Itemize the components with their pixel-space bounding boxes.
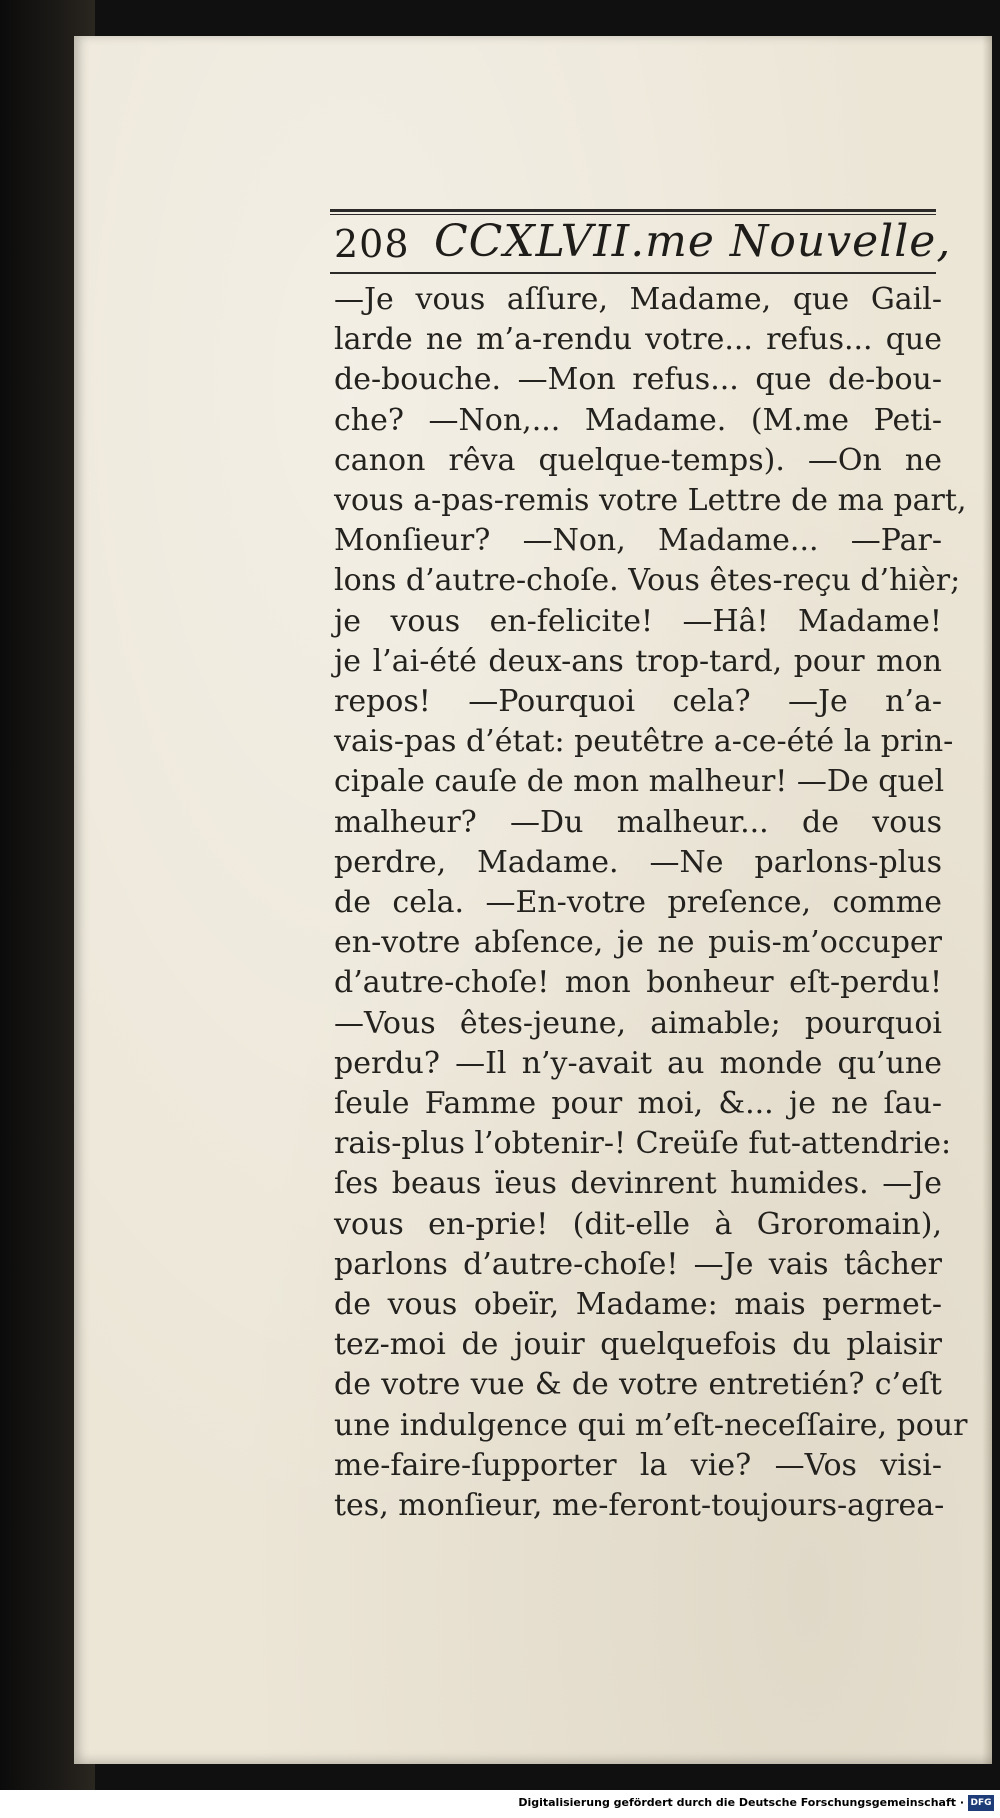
text-line: tez-moi de jouir quelquefois du plaisir [334,1327,942,1363]
text-line: ſes beaus ïeus devinrent humides. —Je [334,1166,942,1202]
running-head: CCXLVII.me Nouvelle, [434,216,952,267]
text-line: rais-plus l’obtenir-! Creüſe fut-attendrie: [334,1126,952,1162]
text-line: cipale cauſe de mon malheur! —De quel [334,764,945,800]
text-line: de votre vue & de votre entretién? c’eſt [334,1367,942,1403]
text-line: malheur? —Du malheur... de vous [334,804,942,840]
text-line: canon rêva quelque-temps). —On ne [334,442,942,478]
text-line: de-bouche. —Mon refus... que de-bou- [334,362,942,398]
text-line: che? —Non,... Madame. (M.me Peti- [334,402,942,438]
text-line: d’autre-choſe! mon bonheur eſt-perdu! [334,965,942,1001]
text-line: de cela. —En-votre preſence, comme [334,885,942,921]
page-header [334,214,952,274]
text-line: repos! —Pourquoi cela? —Je n’a- [334,684,942,720]
page-edge [982,36,992,1764]
body-text [334,280,968,1526]
text-line: Monſieur? —Non, Madame... —Par- [334,523,942,559]
text-line: de vous obeïr, Madame: mais permet- [334,1287,942,1323]
header-rule-top [330,209,936,212]
footer-credit: Digitalisierung gefördert durch die Deutsche Forschungsgemeinschaft · [518,1796,964,1809]
dfg-logo: DFG [968,1795,994,1811]
text-line: me-faire-ſupporter la vie? —Vos visi- [334,1447,942,1483]
text-line: perdre, Madame. —Ne parlons-plus [334,844,942,880]
text-line: vous en-prie! (dit-elle à Groromain), [334,1206,942,1242]
text-line: je vous en-felicite! —Hâ! Madame! [334,603,942,639]
text-line: tes, monſieur, me-feront-toujours-agrea- [334,1488,945,1524]
text-line: —Vous êtes-jeune, aimable; pourquoi [334,1005,942,1041]
text-line: une indulgence qui m’eſt-neceſſaire, pour [334,1407,968,1443]
text-line: en-votre abſence, je ne puis-m’occuper [334,925,942,961]
digitization-footer [0,1790,1000,1818]
page-number: 208 [334,222,410,266]
text-line: ſeule Famme pour moi, &... je ne ſau- [334,1086,942,1122]
text-line: parlons d’autre-choſe! —Je vais tâcher [334,1246,942,1282]
text-line: perdu? —Il n’y-avait au monde qu’une [334,1045,942,1081]
text-line: vous a-pas-remis votre Lettre de ma part, [334,483,967,519]
text-line: —Je vous aſſure, Madame, que Gail- [334,282,942,317]
text-line: larde ne m’a-rendu votre... refus... que [334,322,942,358]
text-line: lons d’autre-choſe. Vous êtes-reçu d’hièr; [334,563,961,599]
header-rule-bottom [330,272,936,274]
text-line: vais-pas d’état: peutêtre a-ce-été la prin- [334,724,954,760]
text-line: je l’ai-été deux-ans trop-tard, pour mon [334,643,942,679]
